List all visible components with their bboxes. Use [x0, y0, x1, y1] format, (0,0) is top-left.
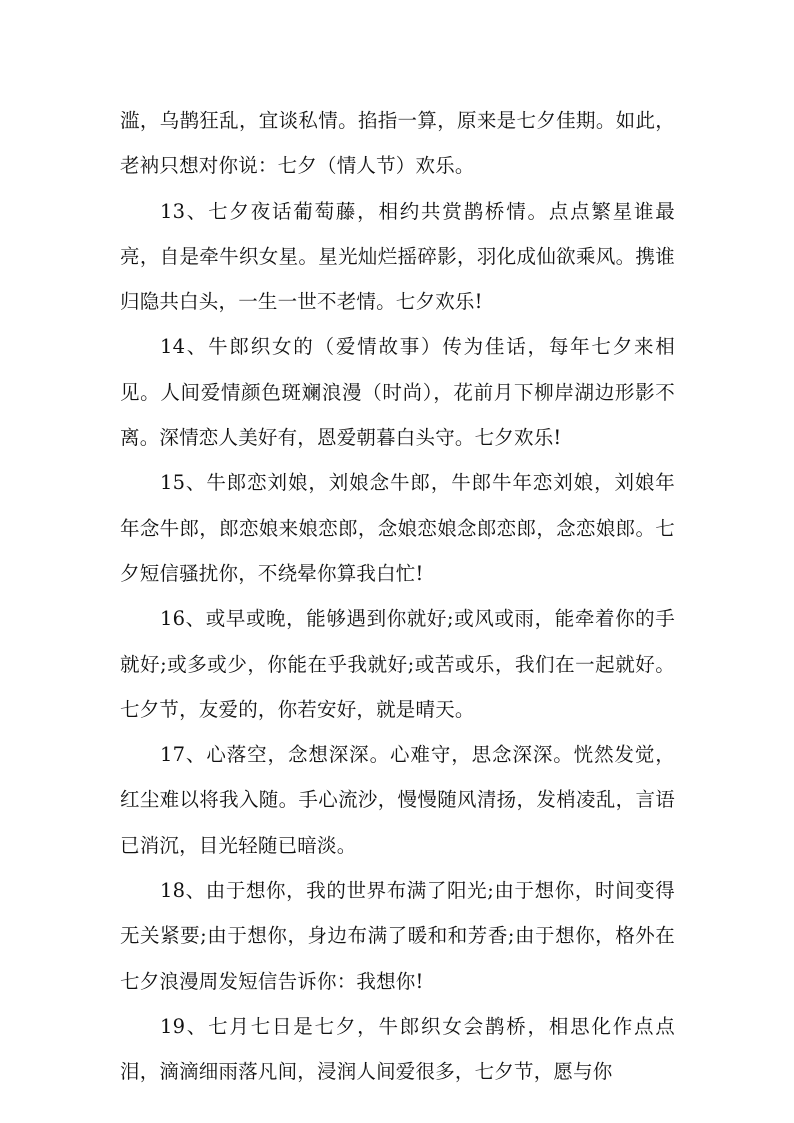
paragraph-15: 15、牛郎恋刘娘，刘娘念牛郎，牛郎牛年恋刘娘，刘娘年年念牛郎，郎恋娘来娘恋郎，念娘恋娘念郎恋郎，念恋娘郎。七夕短信骚扰你，不绕晕你算我白忙! [120, 471, 675, 585]
paragraph-17: 17、心落空，念想深深。心难守，思念深深。恍然发觉，红尘难以将我入随。手心流沙，慢慢随风清扬，发梢凌乱，言语已消沉，目光轻随已暗淡。 [120, 743, 675, 857]
paragraph-12-continued: 滥，乌鹊狂乱，宜谈私情。掐指一算，原来是七夕佳期。如此，老衲只想对你说：七夕（情人节）欢乐。 [120, 109, 675, 178]
paragraph-13: 13、七夕夜话葡萄藤，相约共赏鹊桥情。点点繁星谁最亮，自是牵牛织女星。星光灿烂摇碎影，羽化成仙欲乘风。携谁归隐共白头，一生一世不老情。七夕欢乐! [120, 199, 675, 314]
document-body [120, 98, 675, 1095]
paragraph-19: 19、七月七日是七夕，牛郎织女会鹊桥，相思化作点点泪，滴滴细雨落凡间，浸润人间爱很多，七夕节，愿与你 [120, 1014, 675, 1084]
paragraph-16: 16、或早或晚，能够遇到你就好;或风或雨，能牵着你的手就好;或多或少，你能在乎我就好;或苦或乐，我们在一起就好。七夕节，友爱的，你若安好，就是晴天。 [120, 607, 675, 721]
paragraph-18: 18、由于想你，我的世界布满了阳光;由于想你，时间变得无关紧要;由于想你，身边布满了暖和和芳香;由于想你，格外在七夕浪漫周发短信告诉你：我想你! [120, 879, 675, 993]
paragraph-14: 14、牛郎织女的（爱情故事）传为佳话，每年七夕来相见。人间爱情颜色斑斓浪漫（时尚），花前月下柳岸湖边形影不离。深情恋人美好有，恩爱朝暮白头守。七夕欢乐! [120, 335, 675, 450]
